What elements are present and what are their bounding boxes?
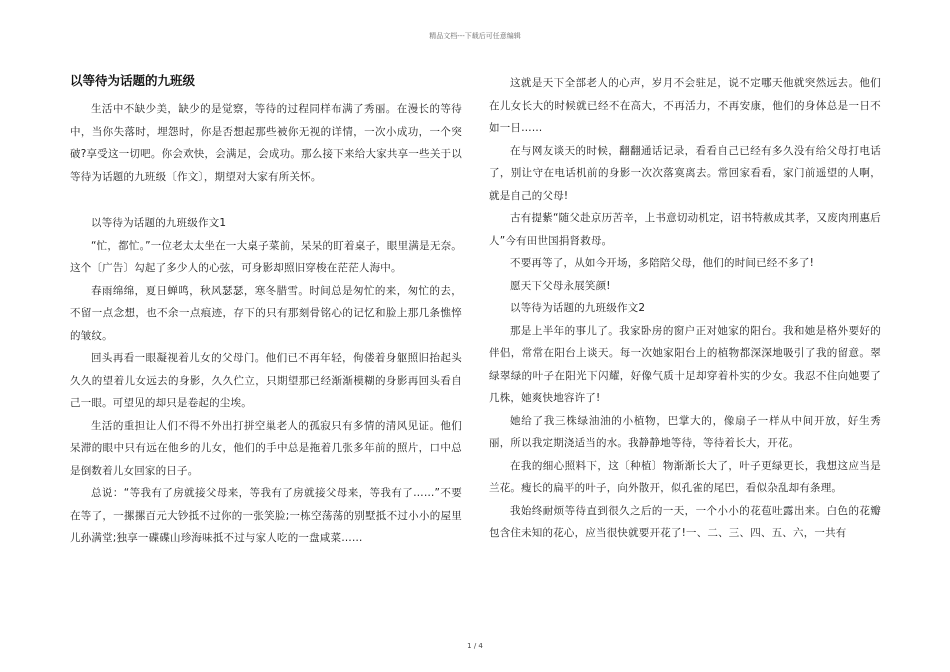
left-column [70,72,462,550]
page-number: 1 / 4 [467,642,483,650]
body-paragraph: 这就是天下全部老人的心声，岁月不会驻足，说不定哪天他就突然远去。他们在儿女长大的时候就已经不在高大，不再活力，不再安康，他们的身体总是一日不如一日…… [489,77,881,134]
body-paragraph: 不要再等了，从如今开场，多陪陪父母，他们的时间已经不多了! [510,257,815,269]
body-paragraph: 春雨绵绵，夏日蝉鸣，秋风瑟瑟，寒冬腊雪。时间总是匆忙的来，匆忙的去，不留一点念想，也不余一点痕迹，存下的只有那刻骨铭心的记忆和脸上那几条憔悴的皱纹。 [70,284,462,342]
body-paragraph: 在我的细心照料下，这〔种植〕物渐渐长大了，叶子更绿更长，我想这应当是兰花。瘦长的扁平的叶子，向外散开，似孔雀的尾巴，看似杂乱却有条理。 [489,459,881,494]
body-paragraph: 回头再看一眼凝视着儿女的父母门。他们已不再年轻，佝偻着身躯照旧抬起头久久的望着儿女远去的身影，久久伫立，只期望那已经渐渐模糊的身影再回头看自己一眼。可望见的却只是卷起的尘埃。 [70,352,462,409]
essay-heading-1: 以等待为话题的九班级作文1 [91,217,227,229]
page-header: 精品文档---下载后可任意编辑 [429,32,521,40]
body-paragraph: 我始终耐烦等待直到很久之后的一天，一个小小的花苞吐露出来。白色的花瓣包含住未知的花心，应当很快就要开花了!一、二、三、四、五、六，一共有 [489,504,881,539]
intro-paragraph: 生活中不缺少美，缺少的是觉察，等待的过程同样布满了秀丽。在漫长的等待中，当你失落时，埋怨时，你是否想起那些被你无视的详情，一次小成功，一个突破?享受这一切吧。你会欢快，会满足，会成功。那么接下来给大家共享一些关于以等待为话题的九班级〔作文〕，期望对大家有所关怀。 [70,103,462,183]
body-paragraph: 古有提紫“随父赴京历苦辛，上书意切动机定，诏书特赦成其孝，又废肉刑惠后人”今有田世国捐肾救母。 [489,212,881,247]
document-title: 以等待为话题的九班级 [70,73,196,88]
body-paragraph: 她给了我三株绿油油的小植物，巴掌大的，像扇子一样从中间开放，好生秀丽，所以我定期浇适当的水。我静静地等待，等待着长大，开花。 [489,414,881,449]
right-column [489,72,881,545]
body-paragraph: “忙，都忙。”一位老太太坐在一大桌子菜前，呆呆的盯着桌子，眼里满是无奈。这个〔广告〕勾起了多少人的心弦，可身影却照旧穿梭在茫茫人海中。 [70,239,462,274]
body-paragraph: 在与网友谈天的时候，翻翻通话记录，看看自己已经有多久没有给父母打电话了，别让守在电话机前的身影一次次落寞离去。常回家看看，家门前遥望的人啊，就是自己的父母! [489,144,881,202]
body-paragraph: 生活的重担让人们不得不外出打拼空巢老人的孤寂只有多情的清风见证。他们呆滞的眼中只有远在他乡的儿女，他们的手中总是拖着几张多年前的照片，口中总是倒数着儿女回家的日子。 [70,419,462,477]
body-paragraph: 愿天下父母永展笑颜! [510,279,611,292]
body-paragraph: 那是上半年的事儿了。我家卧房的窗户正对她家的阳台。我和她是格外要好的伴侣，常常在阳台上谈天。每一次她家阳台上的植物都深深地吸引了我的留意。翠绿翠绿的叶子在阳光下闪耀，好像气质十足却穿着朴实的少女。我忍不住向她要了几株，她爽快地容许了! [489,324,881,404]
paragraph-gap [70,188,462,212]
essay-heading-2: 以等待为话题的九班级作文2 [510,302,646,314]
body-paragraph: 总说：“等我有了房就接父母来，等我有了房就接父母来，等我有了……”不要在等了，一摞摞百元大钞抵不过你的一张笑脸;一栋空荡荡的别墅抵不过小小的屋里儿孙满堂;独享一碟碟山珍海味抵不过与家人吃的一盘咸菜…… [70,487,462,544]
